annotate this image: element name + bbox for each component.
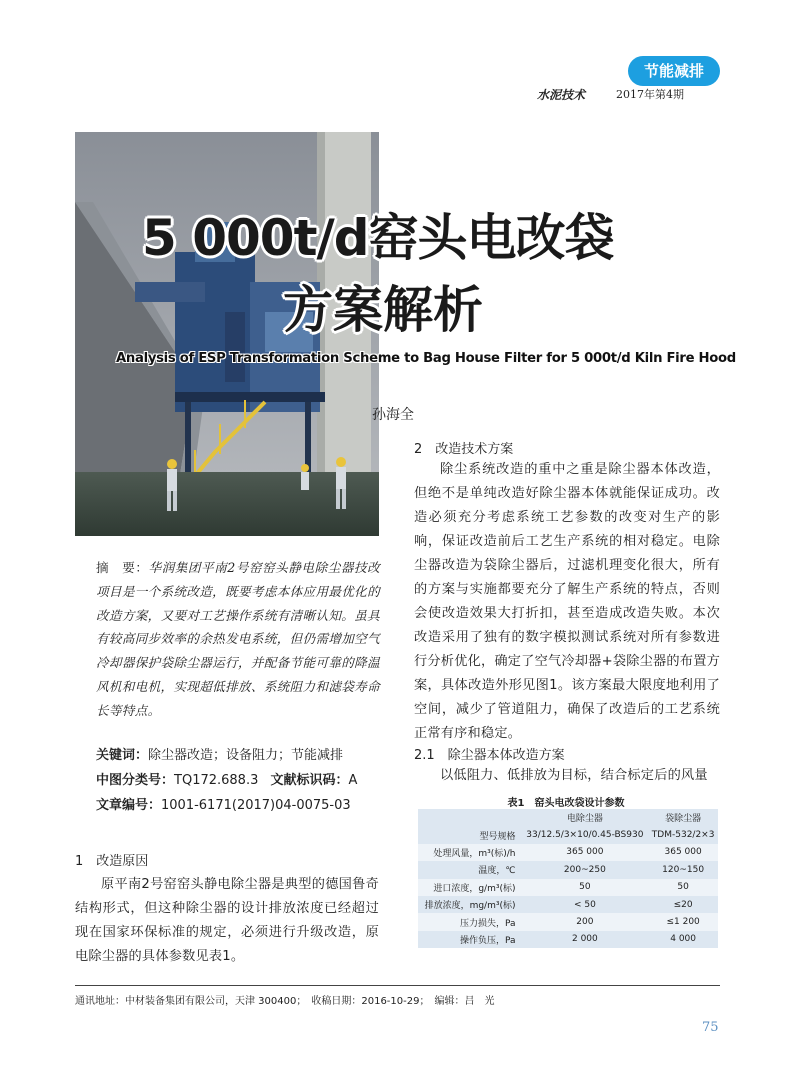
table-row (418, 861, 718, 878)
table-cell: 操作负压，Pa (459, 935, 516, 946)
section2-1-heading: 2.1 除尘器本体改造方案 (414, 748, 565, 763)
table-row (418, 879, 718, 896)
doc-code-value: A (348, 773, 358, 788)
table-cell: 200~250 (563, 864, 606, 875)
article-title-line2: 方案解析 (283, 281, 483, 339)
table-header-cell: 电除尘器 (521, 809, 648, 826)
table-cell: 2 000 (571, 934, 598, 945)
article-title-line1: 5 000t/d窑头电改袋 (142, 209, 614, 267)
table-cell: 型号规格 (479, 831, 516, 842)
table-cell: 4 000 (670, 934, 696, 945)
table-cell: 365 000 (566, 847, 604, 858)
table-cell: 365 000 (664, 847, 702, 858)
journal-issue: 2017年第4期 (616, 88, 684, 101)
table-caption: 表1 窑头电改袋设计参数 (507, 798, 625, 809)
table-cell: ≤1 200 (666, 917, 700, 928)
table-cell: 处理风量，m³(标)/h (433, 848, 516, 859)
table-row (418, 913, 718, 930)
table-header-cell (418, 809, 521, 826)
table-cell: 压力损失，Pa (459, 918, 516, 929)
table-cell: 50 (677, 882, 689, 893)
table-cell: 50 (579, 882, 591, 893)
article-number-value: 1001-6171(2017)04-0075-03 (161, 798, 351, 813)
table-cell: 200 (576, 917, 594, 928)
table-header-cell: 袋除尘器 (648, 809, 718, 826)
abstract (96, 556, 380, 723)
spec-table (418, 809, 718, 948)
table-row (418, 844, 718, 861)
section2-paragraph (414, 458, 720, 746)
footer-divider (75, 985, 720, 986)
table-row (418, 931, 718, 948)
table-header-row (418, 809, 718, 826)
classification-line (96, 769, 357, 788)
section1-paragraph (75, 873, 379, 969)
table-row (418, 896, 718, 913)
section2-1-paragraph-text: 以低阻力、低排放为目标，结合标定后的风量 (440, 768, 708, 783)
footer-note: 通讯地址：中材装备集团有限公司，天津 300400； 收稿日期：2016-10-29； 编辑：吕 光 (75, 996, 495, 1007)
page-number: 75 (702, 1020, 719, 1035)
table-cell: 120~150 (662, 864, 705, 875)
table-cell: < 50 (573, 899, 596, 910)
section1-heading: 1 改造原因 (75, 854, 149, 869)
clc-label: 中图分类号： (96, 773, 175, 788)
table-cell: TDM-532/2×3 (651, 830, 715, 841)
keywords-label: 关键词： (96, 748, 149, 763)
table-cell: 进口浓度，g/m³(标) (433, 883, 516, 894)
section2-heading: 2 改造技术方案 (414, 442, 514, 457)
keywords-line (96, 744, 343, 763)
abstract-label: 摘 要： (96, 560, 149, 575)
abstract-text: 华润集团平南2号窑窑头静电除尘器技改项目是一个系统改造，既要考虑本体应用最优化的改造方案，又要对工艺操作系统有清晰认知。虽具有较高同步效率的余热发电系统，但仍需增加空气冷却器保护袋除尘器运行，并配备节能可靠的降温风机和电机，实现超低排放、系统阻力和滤袋寿命长等特点。 (96, 560, 380, 718)
section2-1-paragraph (414, 764, 720, 788)
table-cell: 33/12.5/3×10/0.45-BS930 (526, 830, 644, 841)
journal-name: 水泥技术 (537, 88, 586, 102)
keywords-value: 除尘器改造；设备阻力；节能减排 (148, 748, 344, 763)
section-badge: 节能减排 (628, 56, 720, 86)
table-cell: ≤20 (673, 899, 693, 910)
english-subtitle: Analysis of ESP Transformation Scheme to Bag House Filter for 5 000t/d Kiln Fire Hood (116, 351, 736, 366)
doc-code-label: 文献标识码： (270, 773, 349, 788)
article-number-line (96, 794, 351, 813)
article-number-label: 文章编号： (96, 798, 162, 813)
table-cell: 排放浓度，mg/m³(标) (424, 901, 516, 912)
table-row (418, 826, 718, 843)
section2-paragraph-text: 除尘系统改造的重中之重是除尘器本体改造，但绝不是单纯改造好除尘器本体就能保证成功。改造必须充分考虑系统工艺参数的改变对生产的影响，保证改造前后工艺生产系统的相对稳定。电除尘器改造为袋除尘器后，过滤机理变化很大，所有的方案与实施都要充分了解生产系统的特点，否则会使改造效果大打折扣，甚至造成改造失败。本次改造采用了独有的数字模拟测试系统对所有参数进行分析优化，确定了空气冷却器+袋除尘器的布置方案，具体改造外形见图1。该方案最大限度地利用了空间，减少了管道阻力，确保了改造后的工艺系统正常有序和稳定。 (414, 462, 720, 741)
table-cell: 温度，℃ (478, 866, 516, 877)
author-name: 孙海全 (372, 407, 414, 423)
section1-paragraph-text: 原平南2号窑窑头静电除尘器是典型的德国鲁奇结构形式，但这种除尘器的设计排放浓度已经超过现在国家环保标准的规定，必须进行升级改造，原电除尘器的具体参数见表1。 (75, 877, 379, 964)
clc-value: TQ172.688.3 (174, 773, 259, 788)
